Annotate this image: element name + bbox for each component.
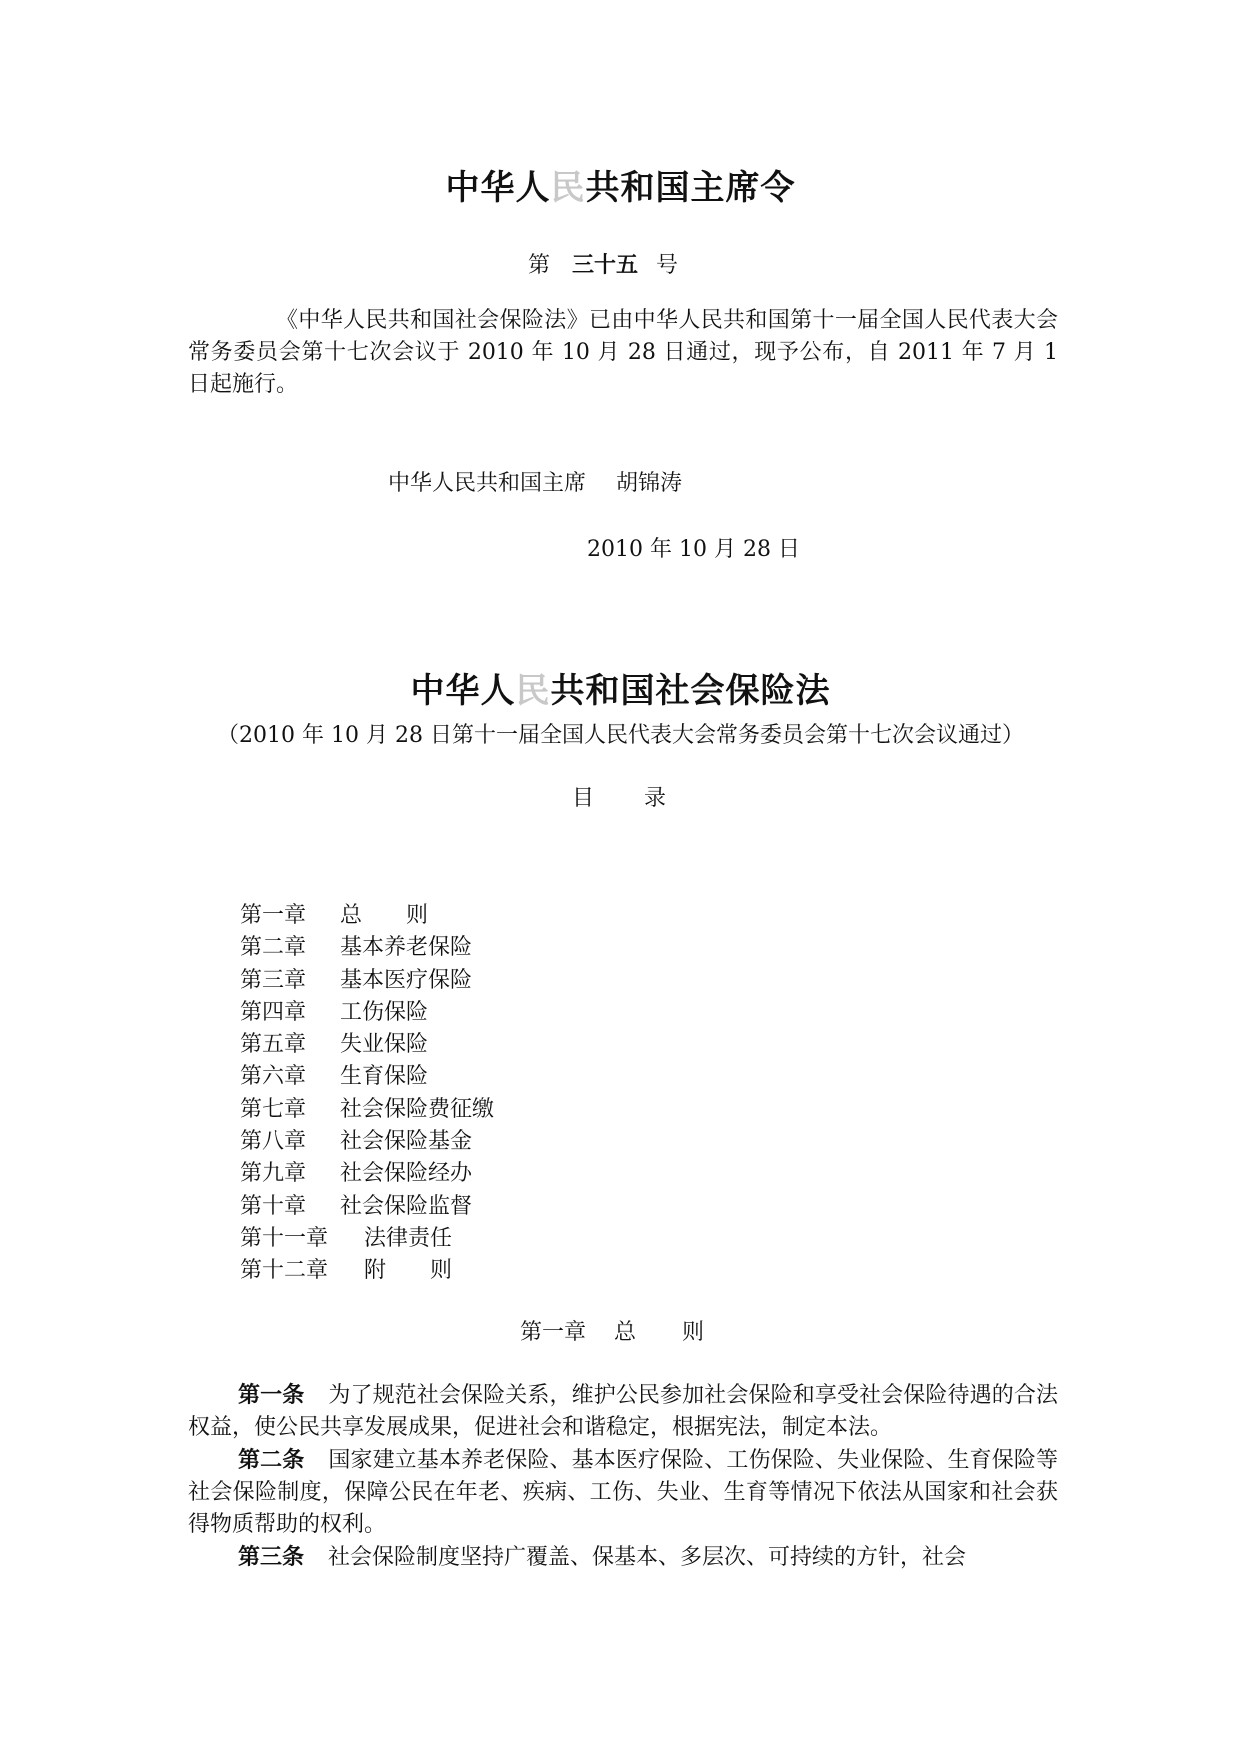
toc-item-name: 基本养老保险 [340,935,473,961]
toc-item-number: 第四章 [240,999,307,1025]
order-title-part2: 共和国主席令 [585,168,796,208]
order-title-faded-char: 民 [550,168,586,208]
article-number: 第一条 [238,1382,305,1408]
article-number: 第三条 [238,1544,305,1570]
chapter-name-right: 则 [682,1320,705,1345]
order-number-suffix: 号 [656,253,679,278]
signature-line [388,466,682,497]
toc-item [240,1061,494,1093]
toc-item-name: 工伤保险 [340,999,429,1025]
article-list [188,1379,1058,1574]
order-title [0,160,1241,209]
chapter-name-left: 总 [614,1320,637,1345]
toc-item-number: 第八章 [240,1129,307,1155]
article [188,1379,1058,1444]
toc-item [240,997,494,1029]
toc-item [240,1255,494,1287]
chapter-number: 第一章 [520,1320,587,1345]
article-text: 国家建立基本养老保险、基本医疗保险、工伤保险、失业保险、生育保险等社会保险制度，保障公民在年老、疾病、工伤、失业、生育等情况下依法从国家和社会获得物质帮助的权利。 [188,1448,1058,1537]
toc-item-name: 社会保险经办 [340,1161,473,1187]
toc-item-name: 生育保险 [340,1064,429,1090]
toc-item [240,965,494,997]
toc-item-number: 第六章 [240,1064,307,1090]
toc-item [240,1029,494,1061]
law-title-part2: 共和国社会保险法 [550,671,831,711]
article-number: 第二条 [238,1447,305,1473]
law-title [0,663,1241,712]
toc-item-number: 第三章 [240,967,307,993]
toc-item-name: 法律责任 [364,1225,453,1251]
toc-heading-left: 目 [572,786,595,811]
toc-item-number: 第十一章 [240,1225,329,1251]
article-text: 社会保险制度坚持广覆盖、保基本、多层次、可持续的方针，社会 [328,1545,967,1570]
toc-item [240,932,494,964]
toc-item [240,900,494,932]
toc-item-name: 社会保险费征缴 [340,1096,495,1122]
toc-item-name: 附 则 [364,1258,453,1284]
order-number-value: 三十五 [572,252,639,278]
article-text: 为了规范社会保险关系，维护公民参加社会保险和享受社会保险待遇的合法权益，使公民共享发展成果，促进社会和谐稳定，根据宪法，制定本法。 [188,1383,1058,1440]
toc-item-name: 社会保险监督 [340,1193,473,1219]
toc-item [240,1126,494,1158]
toc-item-name: 社会保险基金 [340,1129,473,1155]
toc-item-number: 第五章 [240,1032,307,1058]
signer-title: 中华人民共和国主席 [388,471,587,496]
toc-item [240,1223,494,1255]
article [188,1541,1058,1574]
toc-item-number: 第七章 [240,1096,307,1122]
toc-item-name: 总 则 [340,903,429,928]
table-of-contents [240,900,494,1288]
toc-item-number: 第十二章 [240,1258,329,1284]
toc-heading-right: 录 [644,786,667,811]
promulgation-text: 《中华人民共和国社会保险法》已由中华人民共和国第十一届全国人民代表大会常务委员会第十七次会议于 2010 年 10 月 28 日通过，现予公布，自 2011 年 7 月 1 日起施行。 [188,308,1058,397]
toc-item-number: 第九章 [240,1161,307,1187]
toc-item [240,1191,494,1223]
law-title-part1: 中华人 [410,671,516,711]
toc-item [240,1094,494,1126]
toc-item-number: 第二章 [240,935,307,961]
order-number-prefix: 第 [528,253,551,278]
toc-item-name: 失业保险 [340,1032,429,1058]
toc-heading [572,781,666,812]
order-title-part1: 中华人 [445,168,551,208]
toc-item-name: 基本医疗保险 [340,967,473,993]
toc-item-number: 第十章 [240,1193,307,1219]
law-subtitle: （2010 年 10 月 28 日第十一届全国人民代表大会常务委员会第十七次会议通过） [217,723,1024,748]
toc-item-number: 第一章 [240,903,307,928]
toc-item [240,1158,494,1190]
law-title-faded-char: 民 [515,671,551,711]
chapter-heading [520,1315,704,1346]
order-number [528,248,678,279]
article [188,1444,1058,1541]
signer-name: 胡锦涛 [616,471,683,496]
order-date: 2010 年 10 月 28 日 [587,537,800,562]
